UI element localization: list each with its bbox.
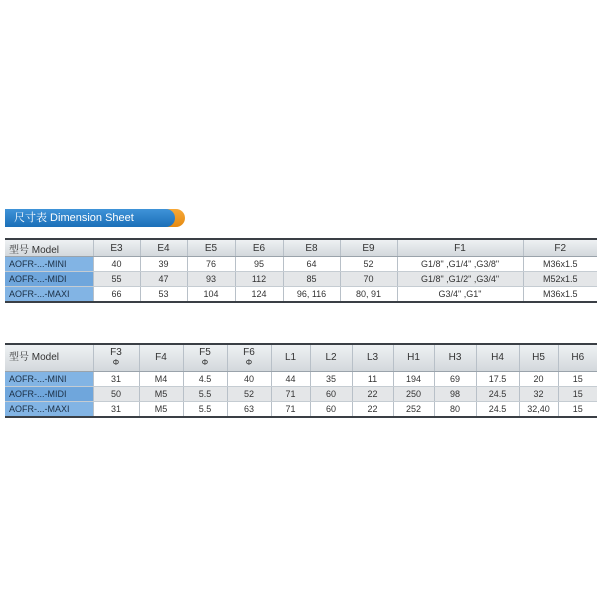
cell: 104 — [187, 287, 235, 303]
header-e3: E3 — [93, 239, 140, 257]
cell: M52x1.5 — [523, 272, 597, 287]
cell: 22 — [352, 387, 393, 402]
cell: G1/8" ,G1/4" ,G3/8" — [397, 257, 523, 272]
cell: M5 — [139, 402, 183, 418]
cell: 39 — [140, 257, 187, 272]
section-title: 尺寸表 Dimension Sheet — [14, 212, 134, 224]
cell: 53 — [140, 287, 187, 303]
cell-model: AOFR-...-MIDI — [5, 272, 93, 287]
cell: 52 — [340, 257, 397, 272]
table-header-row — [5, 344, 597, 372]
cell: 80 — [434, 402, 476, 418]
header-e8: E8 — [283, 239, 340, 257]
header-l1: L1 — [271, 344, 310, 372]
cell: 66 — [93, 287, 140, 303]
cell-model: AOFR-...-MIDI — [5, 387, 93, 402]
section-banner — [5, 209, 181, 227]
cell: 11 — [352, 372, 393, 387]
cell: 4.5 — [183, 372, 227, 387]
cell: 70 — [340, 272, 397, 287]
header-f6-label: F6 — [243, 347, 255, 358]
cell: 98 — [434, 387, 476, 402]
cell: 71 — [271, 387, 310, 402]
cell: M36x1.5 — [523, 287, 597, 303]
cell: 24.5 — [476, 387, 519, 402]
header-e5: E5 — [187, 239, 235, 257]
cell: 55 — [93, 272, 140, 287]
dimension-table-1 — [5, 238, 597, 303]
header-h4: H4 — [476, 344, 519, 372]
cell: 15 — [558, 387, 597, 402]
header-e9: E9 — [340, 239, 397, 257]
cell-model: AOFR-...-MINI — [5, 372, 93, 387]
header-h1: H1 — [393, 344, 434, 372]
cell: 20 — [519, 372, 558, 387]
cell: 15 — [558, 372, 597, 387]
diameter-symbol: Φ — [112, 358, 120, 367]
table-row — [5, 402, 597, 418]
cell: 63 — [227, 402, 271, 418]
header-model: 型号 Model — [5, 344, 93, 372]
header-l3: L3 — [352, 344, 393, 372]
header-f5-label: F5 — [199, 347, 211, 358]
cell: 85 — [283, 272, 340, 287]
cell: M5 — [139, 387, 183, 402]
cell: G1/8" ,G1/2" ,G3/4" — [397, 272, 523, 287]
header-f6 — [227, 344, 271, 372]
cell: 44 — [271, 372, 310, 387]
diameter-symbol: Φ — [201, 358, 209, 367]
cell: 96, 116 — [283, 287, 340, 303]
cell: 15 — [558, 402, 597, 418]
header-model: 型号 Model — [5, 239, 93, 257]
header-l2: L2 — [310, 344, 352, 372]
cell: 64 — [283, 257, 340, 272]
header-f5 — [183, 344, 227, 372]
header-f2: F2 — [523, 239, 597, 257]
cell: 24.5 — [476, 402, 519, 418]
cell: 47 — [140, 272, 187, 287]
cell: 31 — [93, 372, 139, 387]
cell: G3/4" ,G1" — [397, 287, 523, 303]
header-h5: H5 — [519, 344, 558, 372]
cell: 112 — [235, 272, 283, 287]
header-f3 — [93, 344, 139, 372]
header-h3: H3 — [434, 344, 476, 372]
cell: 50 — [93, 387, 139, 402]
cell: 69 — [434, 372, 476, 387]
cell: 194 — [393, 372, 434, 387]
table-header-row — [5, 239, 597, 257]
dimension-table-2 — [5, 343, 597, 418]
cell: 76 — [187, 257, 235, 272]
cell: 250 — [393, 387, 434, 402]
cell: 95 — [235, 257, 283, 272]
cell: 40 — [93, 257, 140, 272]
table-row — [5, 257, 597, 272]
cell: 31 — [93, 402, 139, 418]
cell: M36x1.5 — [523, 257, 597, 272]
cell: 71 — [271, 402, 310, 418]
header-f3-label: F3 — [110, 347, 122, 358]
cell: 5.5 — [183, 402, 227, 418]
table-row — [5, 272, 597, 287]
header-e4: E4 — [140, 239, 187, 257]
cell-model: AOFR-...-MINI — [5, 257, 93, 272]
cell: 22 — [352, 402, 393, 418]
cell: 32,40 — [519, 402, 558, 418]
diameter-symbol: Φ — [245, 358, 253, 367]
cell: 80, 91 — [340, 287, 397, 303]
cell-model: AOFR-...-MAXI — [5, 402, 93, 418]
header-f4: F4 — [139, 344, 183, 372]
cell: 40 — [227, 372, 271, 387]
cell: M4 — [139, 372, 183, 387]
cell: 93 — [187, 272, 235, 287]
cell: 17.5 — [476, 372, 519, 387]
header-h6: H6 — [558, 344, 597, 372]
header-e6: E6 — [235, 239, 283, 257]
header-f1: F1 — [397, 239, 523, 257]
table-row — [5, 287, 597, 303]
table-row — [5, 372, 597, 387]
cell: 52 — [227, 387, 271, 402]
cell: 35 — [310, 372, 352, 387]
cell: 60 — [310, 387, 352, 402]
cell: 60 — [310, 402, 352, 418]
cell: 32 — [519, 387, 558, 402]
cell: 252 — [393, 402, 434, 418]
cell-model: AOFR-...-MAXI — [5, 287, 93, 303]
cell: 5.5 — [183, 387, 227, 402]
cell: 124 — [235, 287, 283, 303]
table-row — [5, 387, 597, 402]
